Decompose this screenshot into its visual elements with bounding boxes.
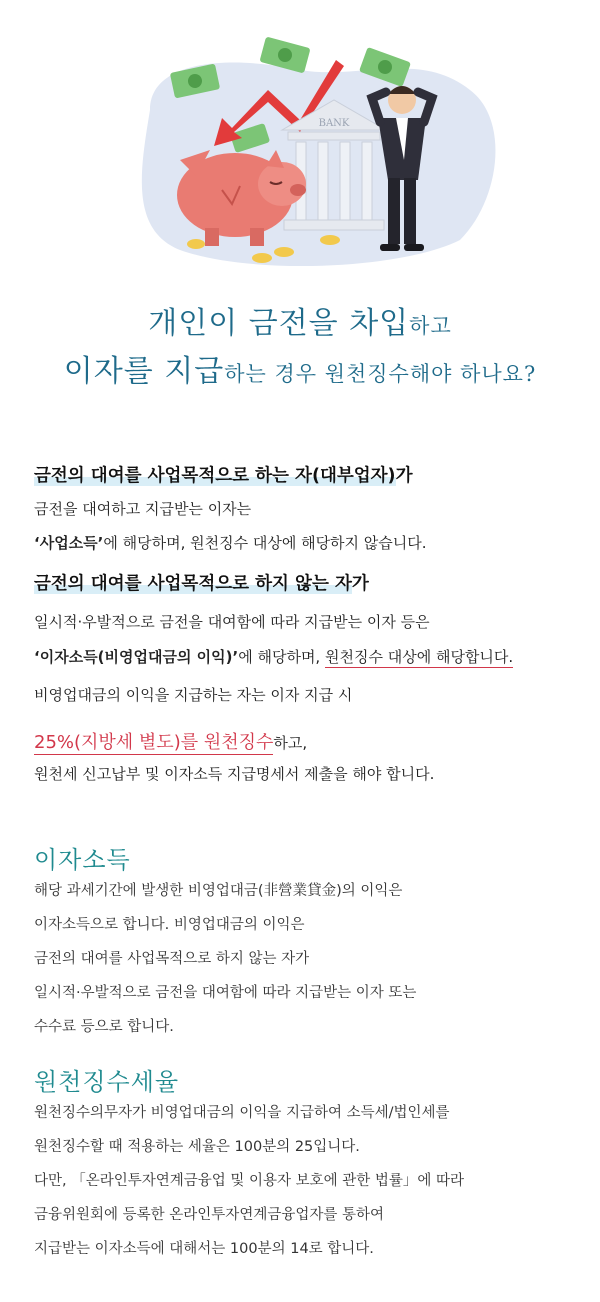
summary-line: 일시적·우발적으로 금전을 대여함에 따라 지급받는 이자 등은 xyxy=(34,613,430,631)
summary-line: 원천세 신고납부 및 이자소득 지급명세서 제출을 해야 합니다. xyxy=(34,765,435,783)
coin-icon xyxy=(320,235,340,245)
interest-line: 일시적·우발적으로 금전을 대여함에 따라 지급받는 이자 또는 xyxy=(34,985,417,1001)
interest-line: 수수료 등으로 합니다. xyxy=(34,1019,174,1035)
page-title-line-1 xyxy=(0,298,600,342)
summary-line xyxy=(34,728,307,754)
interest-line: 금전의 대여를 사업목적으로 하지 않는 자가 xyxy=(34,951,310,967)
bold-term: ‘사업소득’ xyxy=(34,534,104,552)
summary-text: 에 해당하며, 원천징수 대상에 해당하지 않습니다. xyxy=(103,534,427,552)
rate-highlight: 25%(지방세 별도)를 원천징수 xyxy=(34,732,274,753)
summary-heading-non-business xyxy=(34,570,369,595)
title-text: 하고 xyxy=(409,314,452,338)
interest-line: 이자소득으로 합니다. 비영업대금의 이익은 xyxy=(34,917,305,933)
rate-line: 지급받는 이자소득에 대해서는 100분의 14로 합니다. xyxy=(34,1241,374,1257)
summary-text: 하고, xyxy=(273,734,308,752)
coin-icon xyxy=(187,239,205,249)
section-title-interest: 이자소득 xyxy=(34,846,131,874)
rate-line: 원천징수할 때 적용하는 세율은 100분의 25입니다. xyxy=(34,1139,360,1155)
hero-illustration xyxy=(0,0,600,290)
rate-line: 금융위원회에 등록한 온라인투자연계금융업자를 통하여 xyxy=(34,1207,384,1223)
summary-line xyxy=(34,646,513,667)
title-text: 이자를 지급 xyxy=(63,354,225,389)
heading-tail: 가 xyxy=(351,574,369,594)
page-title-line-2 xyxy=(0,346,600,390)
coin-icon xyxy=(274,247,294,257)
interest-line: 해당 과세기간에 발생한 비영업대금(非營業貸金)의 이익은 xyxy=(34,883,403,899)
highlight-text: 금전의 대여를 사업목적으로 하지 않는 자 xyxy=(34,574,352,594)
coin-icon xyxy=(252,253,272,263)
bank-label: BANK xyxy=(318,118,350,129)
underlined-text: 원천징수 대상에 해당합니다. xyxy=(324,648,514,666)
section-title-rate: 원천징수세율 xyxy=(34,1068,180,1096)
summary-line: 금전을 대여하고 지급받는 이자는 xyxy=(34,500,252,518)
summary-line: 비영업대금의 이익을 지급하는 자는 이자 지급 시 xyxy=(34,686,353,704)
summary-text: 에 해당하며, xyxy=(238,648,325,666)
rate-line: 다만, 「온라인투자연계금융업 및 이용자 보호에 관한 법률」에 따라 xyxy=(34,1173,465,1189)
bold-term: ‘이자소득(비영업대금의 이익)’ xyxy=(34,648,239,666)
summary-heading-business xyxy=(34,462,412,487)
heading-tail: 가 xyxy=(395,466,413,486)
highlight-text: 금전의 대여를 사업목적으로 하는 자(대부업자) xyxy=(34,466,396,486)
title-text: 하는 경우 원천징수해야 하나요? xyxy=(224,362,537,386)
title-text: 개인이 금전을 차입 xyxy=(148,306,410,341)
rate-line: 원천징수의무자가 비영업대금의 이익을 지급하여 소득세/법인세를 xyxy=(34,1105,450,1121)
summary-line xyxy=(34,532,427,553)
